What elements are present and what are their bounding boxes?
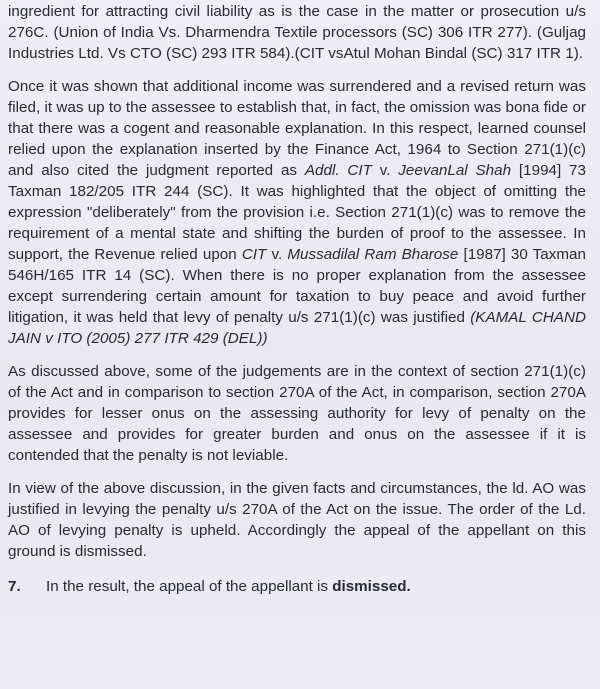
p2-text-4: v. — [266, 246, 288, 263]
final-result-bold: dismissed. — [332, 578, 411, 595]
p2-italic-mussadilal: Mussadilal Ram Bharose — [287, 246, 459, 263]
p2-italic-kamal-chand-jain: (KAMAL CHAND JAIN v ITO (2005) 277 ITR 429 (DEL)) — [8, 309, 586, 347]
final-result-line — [8, 576, 586, 597]
p2-text-3: [1994] 73 Taxman 182/205 ITR 244 (SC). It was highlighted that the object of omitting the expression "deliberately" from the provision i.e. Section 271(1)(c) was to remove the requirement of a mental state and shifting the burden of proof to the assessee. In support, the Revenue relied upon — [8, 162, 586, 263]
paragraph-number: 7. — [8, 578, 21, 595]
p2-italic-cit: CIT — [241, 246, 267, 263]
p2-italic-addl-cit: Addl. CIT — [304, 162, 372, 179]
p2-italic-jeevanlal-shah: JeevanLal Shah — [398, 162, 512, 179]
p2-text-2: v. — [371, 162, 399, 179]
p2-text-1: Once it was shown that additional income was surrendered and a revised return was filed, it was up to the assessee to establish that, in fact, the omission was bona fide or that there was a cogent and reasonable explanation. In this respect, learned counsel relied upon the explanation inserted by the Finance Act, 1964 to Section 271(1)(c) and also cited the judgment reported as — [8, 78, 586, 179]
paragraph-section-comparison: As discussed above, some of the judgements are in the context of section 271(1)(c) of the Act and in comparison to section 270A of the Act, in comparison, section 270A provides for lesser onus on the assessing authority for levy of penalty on the assessee and provides for greater burden and onus on the assessee if it is contended that the penalty is not leviable. — [8, 363, 586, 464]
paragraph-conclusion: In view of the above discussion, in the given facts and circumstances, the ld. AO was justified in levying the penalty u/s 270A of the Act on the issue. The order of the Ld. AO of levying penalty is upheld. Accordingly the appeal of the appellant on this ground is dismissed. — [8, 480, 586, 560]
paragraph-case-citations: ingredient for attracting civil liability as is the case in the matter or prosecution u/s 276C. (Union of India Vs. Dharmendra Textile processors (SC) 306 ITR 277). (Guljag Industries Ltd. Vs CTO (SC) 293 ITR 584).(CIT vsAtul Mohan Bindal (SC) 317 ITR 1). — [8, 3, 586, 62]
paragraph-surrender-explanation — [8, 76, 586, 349]
p2-text-5: [1987] 30 Taxman 546H/165 ITR 14 (SC). When there is no proper explanation from the assessee except surrendering certain amount for taxation to buy peace and avoid further litigation, it was held that levy of penalty u/s 271(1)(c) was justified — [8, 246, 586, 326]
final-result-text: In the result, the appeal of the appellant is — [46, 578, 333, 595]
